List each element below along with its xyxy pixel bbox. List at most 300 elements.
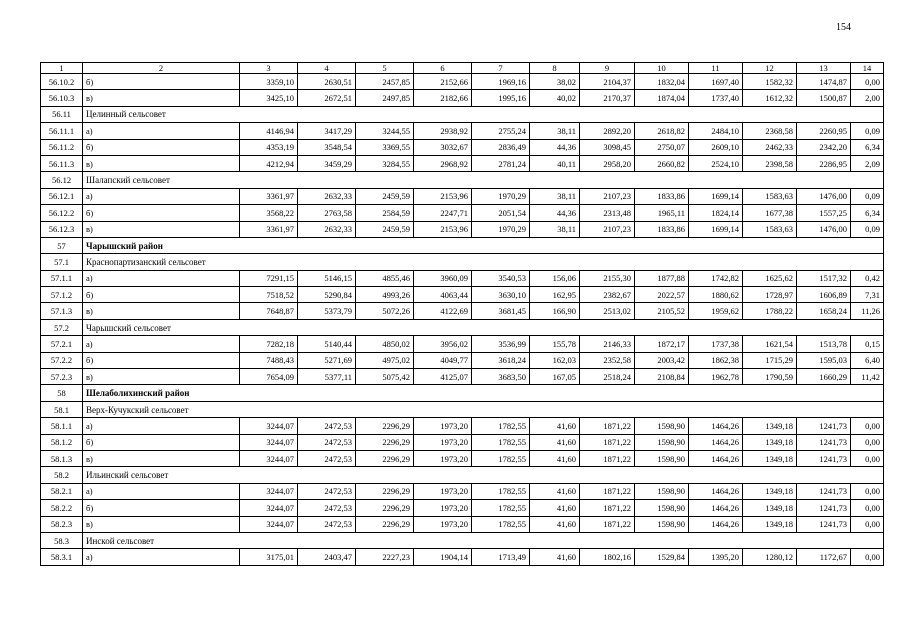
row-code: 58.1.1 <box>41 418 83 434</box>
value-cell: 2472,53 <box>298 450 356 466</box>
value-cell: 44,36 <box>530 205 580 221</box>
column-number-cell: 2 <box>83 63 240 74</box>
value-cell: 4855,46 <box>356 270 414 286</box>
value-cell: 2107,23 <box>580 188 635 204</box>
value-cell: 2152,66 <box>414 74 472 90</box>
section-title: Шалапский сельсовет <box>83 172 884 188</box>
column-number-row <box>41 63 884 74</box>
value-cell: 2763,58 <box>298 205 356 221</box>
row-label: а) <box>83 123 240 139</box>
column-number-cell: 13 <box>797 63 851 74</box>
value-cell: 1598,90 <box>635 516 689 532</box>
value-cell: 1973,20 <box>414 500 472 516</box>
value-cell: 1697,40 <box>689 74 743 90</box>
value-cell: 1833,86 <box>635 221 689 237</box>
section-row <box>41 237 884 253</box>
value-cell: 2286,95 <box>797 155 851 171</box>
row-code: 57.1.3 <box>41 303 83 319</box>
value-cell: 3425,10 <box>240 90 298 106</box>
value-cell: 0,00 <box>851 434 884 450</box>
value-cell: 2382,67 <box>580 287 635 303</box>
table-row <box>41 155 884 171</box>
row-label: а) <box>83 549 240 565</box>
value-cell: 3244,55 <box>356 123 414 139</box>
column-number-cell: 5 <box>356 63 414 74</box>
value-cell: 3681,45 <box>472 303 530 319</box>
value-cell: 1802,16 <box>580 549 635 565</box>
value-cell: 2660,82 <box>635 155 689 171</box>
row-code: 58 <box>41 385 83 401</box>
value-cell: 0,00 <box>851 418 884 434</box>
value-cell: 2472,53 <box>298 516 356 532</box>
value-cell: 38,11 <box>530 221 580 237</box>
value-cell: 2584,59 <box>356 205 414 221</box>
row-label: б) <box>83 205 240 221</box>
value-cell: 2403,47 <box>298 549 356 565</box>
row-code: 57.2.3 <box>41 369 83 385</box>
section-title: Верх-Кучукский сельсовет <box>83 401 884 417</box>
value-cell: 2968,92 <box>414 155 472 171</box>
table-row <box>41 549 884 565</box>
column-number-cell: 10 <box>635 63 689 74</box>
value-cell: 1871,22 <box>580 516 635 532</box>
value-cell: 0,00 <box>851 516 884 532</box>
value-cell: 1349,18 <box>743 418 797 434</box>
value-cell: 3098,45 <box>580 139 635 155</box>
table-row <box>41 287 884 303</box>
value-cell: 1476,00 <box>797 221 851 237</box>
value-cell: 2146,33 <box>580 336 635 352</box>
row-label: б) <box>83 500 240 516</box>
value-cell: 1715,29 <box>743 352 797 368</box>
value-cell: 1824,14 <box>689 205 743 221</box>
row-code: 58.3 <box>41 532 83 548</box>
value-cell: 2,00 <box>851 90 884 106</box>
value-cell: 1241,73 <box>797 418 851 434</box>
value-cell: 2,09 <box>851 155 884 171</box>
section-row <box>41 532 884 548</box>
section-title: Целинный сельсовет <box>83 106 884 122</box>
value-cell: 6,40 <box>851 352 884 368</box>
value-cell: 3369,55 <box>356 139 414 155</box>
value-cell: 1612,32 <box>743 90 797 106</box>
value-cell: 1349,18 <box>743 434 797 450</box>
value-cell: 1790,59 <box>743 369 797 385</box>
value-cell: 1598,90 <box>635 450 689 466</box>
value-cell: 2524,10 <box>689 155 743 171</box>
value-cell: 41,60 <box>530 500 580 516</box>
value-cell: 1880,62 <box>689 287 743 303</box>
row-label: в) <box>83 516 240 532</box>
value-cell: 5140,44 <box>298 336 356 352</box>
row-code: 58.2.1 <box>41 483 83 499</box>
row-label: в) <box>83 369 240 385</box>
section-title: Шелаболихинский район <box>83 385 884 401</box>
value-cell: 2459,59 <box>356 188 414 204</box>
table-row <box>41 139 884 155</box>
value-cell: 1464,26 <box>689 483 743 499</box>
value-cell: 41,60 <box>530 418 580 434</box>
row-label: а) <box>83 418 240 434</box>
value-cell: 38,11 <box>530 188 580 204</box>
value-cell: 4353,19 <box>240 139 298 155</box>
value-cell: 1782,55 <box>472 418 530 434</box>
row-label: б) <box>83 139 240 155</box>
value-cell: 3244,07 <box>240 516 298 532</box>
value-cell: 1583,63 <box>743 221 797 237</box>
value-cell: 1737,38 <box>689 336 743 352</box>
value-cell: 1728,97 <box>743 287 797 303</box>
value-cell: 4212,94 <box>240 155 298 171</box>
value-cell: 3630,10 <box>472 287 530 303</box>
value-cell: 2022,57 <box>635 287 689 303</box>
row-code: 56.10.2 <box>41 74 83 90</box>
value-cell: 3568,22 <box>240 205 298 221</box>
value-cell: 1395,20 <box>689 549 743 565</box>
value-cell: 2170,37 <box>580 90 635 106</box>
value-cell: 167,05 <box>530 369 580 385</box>
value-cell: 162,95 <box>530 287 580 303</box>
row-label: б) <box>83 287 240 303</box>
row-code: 56.12.3 <box>41 221 83 237</box>
value-cell: 2513,02 <box>580 303 635 319</box>
value-cell: 7488,43 <box>240 352 298 368</box>
row-code: 58.1 <box>41 401 83 417</box>
row-code: 58.1.2 <box>41 434 83 450</box>
table-row <box>41 303 884 319</box>
value-cell: 1241,73 <box>797 434 851 450</box>
value-cell: 0,09 <box>851 221 884 237</box>
value-cell: 2105,52 <box>635 303 689 319</box>
value-cell: 1782,55 <box>472 434 530 450</box>
value-cell: 2958,20 <box>580 155 635 171</box>
value-cell: 1742,82 <box>689 270 743 286</box>
value-cell: 1349,18 <box>743 450 797 466</box>
value-cell: 2247,71 <box>414 205 472 221</box>
value-cell: 1474,87 <box>797 74 851 90</box>
value-cell: 2781,24 <box>472 155 530 171</box>
row-label: в) <box>83 90 240 106</box>
value-cell: 0,09 <box>851 123 884 139</box>
value-cell: 1874,04 <box>635 90 689 106</box>
value-cell: 1677,38 <box>743 205 797 221</box>
value-cell: 1969,16 <box>472 74 530 90</box>
value-cell: 1782,55 <box>472 500 530 516</box>
value-cell: 1660,29 <box>797 369 851 385</box>
value-cell: 4850,02 <box>356 336 414 352</box>
value-cell: 1349,18 <box>743 516 797 532</box>
section-row <box>41 401 884 417</box>
value-cell: 41,60 <box>530 450 580 466</box>
row-code: 56.11 <box>41 106 83 122</box>
row-label: а) <box>83 483 240 499</box>
row-code: 58.2.3 <box>41 516 83 532</box>
row-code: 57.2.2 <box>41 352 83 368</box>
value-cell: 6,34 <box>851 139 884 155</box>
value-cell: 1241,73 <box>797 483 851 499</box>
value-cell: 1737,40 <box>689 90 743 106</box>
value-cell: 1582,32 <box>743 74 797 90</box>
table-row <box>41 483 884 499</box>
value-cell: 1464,26 <box>689 516 743 532</box>
value-cell: 5075,42 <box>356 369 414 385</box>
value-cell: 5377,11 <box>298 369 356 385</box>
row-label: а) <box>83 336 240 352</box>
value-cell: 7654,09 <box>240 369 298 385</box>
column-number-cell: 9 <box>580 63 635 74</box>
value-cell: 1699,14 <box>689 188 743 204</box>
column-number-cell: 11 <box>689 63 743 74</box>
column-number-cell: 14 <box>851 63 884 74</box>
value-cell: 2107,23 <box>580 221 635 237</box>
value-cell: 1464,26 <box>689 500 743 516</box>
table-row <box>41 369 884 385</box>
value-cell: 1782,55 <box>472 483 530 499</box>
row-code: 57.2.1 <box>41 336 83 352</box>
value-cell: 41,60 <box>530 516 580 532</box>
value-cell: 2459,59 <box>356 221 414 237</box>
value-cell: 2182,66 <box>414 90 472 106</box>
row-code: 57.2 <box>41 319 83 335</box>
value-cell: 0,42 <box>851 270 884 286</box>
section-title: Чарышский район <box>83 237 884 253</box>
value-cell: 3417,29 <box>298 123 356 139</box>
table-row <box>41 188 884 204</box>
value-cell: 1871,22 <box>580 434 635 450</box>
value-cell: 38,11 <box>530 123 580 139</box>
value-cell: 1349,18 <box>743 483 797 499</box>
value-cell: 41,60 <box>530 434 580 450</box>
value-cell: 3244,07 <box>240 500 298 516</box>
section-row <box>41 319 884 335</box>
value-cell: 1871,22 <box>580 500 635 516</box>
table-row <box>41 270 884 286</box>
row-code: 56.12.2 <box>41 205 83 221</box>
value-cell: 44,36 <box>530 139 580 155</box>
row-label: в) <box>83 155 240 171</box>
row-label: б) <box>83 352 240 368</box>
value-cell: 1241,73 <box>797 500 851 516</box>
value-cell: 5072,26 <box>356 303 414 319</box>
value-cell: 1970,29 <box>472 221 530 237</box>
value-cell: 1598,90 <box>635 483 689 499</box>
column-number-cell: 8 <box>530 63 580 74</box>
value-cell: 6,34 <box>851 205 884 221</box>
value-cell: 3175,01 <box>240 549 298 565</box>
value-cell: 1621,54 <box>743 336 797 352</box>
value-cell: 1557,25 <box>797 205 851 221</box>
row-code: 57 <box>41 237 83 253</box>
section-title: Инской сельсовет <box>83 532 884 548</box>
value-cell: 1871,22 <box>580 450 635 466</box>
column-number-cell: 3 <box>240 63 298 74</box>
value-cell: 166,90 <box>530 303 580 319</box>
value-cell: 3548,54 <box>298 139 356 155</box>
value-cell: 2836,49 <box>472 139 530 155</box>
row-code: 58.3.1 <box>41 549 83 565</box>
value-cell: 3244,07 <box>240 483 298 499</box>
value-cell: 2352,58 <box>580 352 635 368</box>
row-label: б) <box>83 74 240 90</box>
value-cell: 4993,26 <box>356 287 414 303</box>
value-cell: 40,11 <box>530 155 580 171</box>
value-cell: 2472,53 <box>298 434 356 450</box>
section-title: Чарышский сельсовет <box>83 319 884 335</box>
value-cell: 1965,11 <box>635 205 689 221</box>
value-cell: 7518,52 <box>240 287 298 303</box>
value-cell: 0,00 <box>851 450 884 466</box>
value-cell: 3244,07 <box>240 434 298 450</box>
value-cell: 0,00 <box>851 549 884 565</box>
value-cell: 2227,23 <box>356 549 414 565</box>
value-cell: 2472,53 <box>298 483 356 499</box>
value-cell: 156,06 <box>530 270 580 286</box>
value-cell: 2518,24 <box>580 369 635 385</box>
section-title: Ильинский сельсовет <box>83 467 884 483</box>
table-row <box>41 336 884 352</box>
value-cell: 0,00 <box>851 74 884 90</box>
value-cell: 1872,17 <box>635 336 689 352</box>
row-code: 56.11.3 <box>41 155 83 171</box>
column-number-cell: 7 <box>472 63 530 74</box>
row-label: в) <box>83 303 240 319</box>
value-cell: 1973,20 <box>414 450 472 466</box>
value-cell: 0,09 <box>851 188 884 204</box>
value-cell: 3361,97 <box>240 221 298 237</box>
value-cell: 1862,38 <box>689 352 743 368</box>
table-row <box>41 352 884 368</box>
value-cell: 5146,15 <box>298 270 356 286</box>
value-cell: 1959,62 <box>689 303 743 319</box>
value-cell: 2609,10 <box>689 139 743 155</box>
value-cell: 2618,82 <box>635 123 689 139</box>
section-row <box>41 254 884 270</box>
value-cell: 1595,03 <box>797 352 851 368</box>
page-number: 154 <box>836 22 851 33</box>
value-cell: 1349,18 <box>743 500 797 516</box>
value-cell: 3032,67 <box>414 139 472 155</box>
value-cell: 2632,33 <box>298 188 356 204</box>
row-code: 56.12.1 <box>41 188 83 204</box>
value-cell: 7648,87 <box>240 303 298 319</box>
value-cell: 1782,55 <box>472 516 530 532</box>
value-cell: 2630,51 <box>298 74 356 90</box>
section-row <box>41 385 884 401</box>
value-cell: 2497,85 <box>356 90 414 106</box>
value-cell: 2003,42 <box>635 352 689 368</box>
value-cell: 2313,48 <box>580 205 635 221</box>
value-cell: 1970,29 <box>472 188 530 204</box>
value-cell: 1871,22 <box>580 418 635 434</box>
value-cell: 3459,29 <box>298 155 356 171</box>
row-code: 56.11.1 <box>41 123 83 139</box>
table-row <box>41 418 884 434</box>
value-cell: 2051,54 <box>472 205 530 221</box>
row-label: а) <box>83 270 240 286</box>
value-cell: 11,42 <box>851 369 884 385</box>
row-code: 58.1.3 <box>41 450 83 466</box>
value-cell: 7291,15 <box>240 270 298 286</box>
value-cell: 1713,49 <box>472 549 530 565</box>
value-cell: 2462,33 <box>743 139 797 155</box>
table-row <box>41 74 884 90</box>
value-cell: 0,00 <box>851 500 884 516</box>
row-code: 57.1 <box>41 254 83 270</box>
table-row <box>41 434 884 450</box>
value-cell: 1699,14 <box>689 221 743 237</box>
value-cell: 1788,22 <box>743 303 797 319</box>
section-row <box>41 467 884 483</box>
value-cell: 1782,55 <box>472 450 530 466</box>
table-row <box>41 516 884 532</box>
value-cell: 3960,09 <box>414 270 472 286</box>
value-cell: 4125,07 <box>414 369 472 385</box>
value-cell: 2472,53 <box>298 500 356 516</box>
value-cell: 2342,20 <box>797 139 851 155</box>
value-cell: 2892,20 <box>580 123 635 139</box>
value-cell: 5271,69 <box>298 352 356 368</box>
value-cell: 41,60 <box>530 483 580 499</box>
value-cell: 1280,12 <box>743 549 797 565</box>
section-row <box>41 172 884 188</box>
row-code: 56.10.3 <box>41 90 83 106</box>
section-row <box>41 106 884 122</box>
table-row <box>41 90 884 106</box>
value-cell: 4146,94 <box>240 123 298 139</box>
row-label: б) <box>83 434 240 450</box>
value-cell: 1833,86 <box>635 188 689 204</box>
value-cell: 1241,73 <box>797 516 851 532</box>
value-cell: 1241,73 <box>797 450 851 466</box>
value-cell: 2938,92 <box>414 123 472 139</box>
value-cell: 2296,29 <box>356 434 414 450</box>
value-cell: 155,78 <box>530 336 580 352</box>
value-cell: 1973,20 <box>414 434 472 450</box>
value-cell: 2260,95 <box>797 123 851 139</box>
value-cell: 1995,16 <box>472 90 530 106</box>
value-cell: 7282,18 <box>240 336 298 352</box>
value-cell: 3361,97 <box>240 188 298 204</box>
value-cell: 1529,84 <box>635 549 689 565</box>
value-cell: 2484,10 <box>689 123 743 139</box>
value-cell: 2153,96 <box>414 221 472 237</box>
value-cell: 1871,22 <box>580 483 635 499</box>
value-cell: 3359,10 <box>240 74 298 90</box>
value-cell: 1598,90 <box>635 434 689 450</box>
value-cell: 3683,50 <box>472 369 530 385</box>
value-cell: 1598,90 <box>635 418 689 434</box>
value-cell: 5290,84 <box>298 287 356 303</box>
value-cell: 2755,24 <box>472 123 530 139</box>
value-cell: 1904,14 <box>414 549 472 565</box>
value-cell: 7,31 <box>851 287 884 303</box>
value-cell: 11,26 <box>851 303 884 319</box>
value-cell: 1658,24 <box>797 303 851 319</box>
value-cell: 1464,26 <box>689 434 743 450</box>
value-cell: 2153,96 <box>414 188 472 204</box>
table-row <box>41 123 884 139</box>
row-label: в) <box>83 450 240 466</box>
value-cell: 1973,20 <box>414 418 472 434</box>
value-cell: 3536,99 <box>472 336 530 352</box>
value-cell: 2472,53 <box>298 418 356 434</box>
value-cell: 2108,84 <box>635 369 689 385</box>
table-row <box>41 500 884 516</box>
value-cell: 2398,58 <box>743 155 797 171</box>
value-cell: 3284,55 <box>356 155 414 171</box>
row-code: 57.1.2 <box>41 287 83 303</box>
value-cell: 2296,29 <box>356 516 414 532</box>
